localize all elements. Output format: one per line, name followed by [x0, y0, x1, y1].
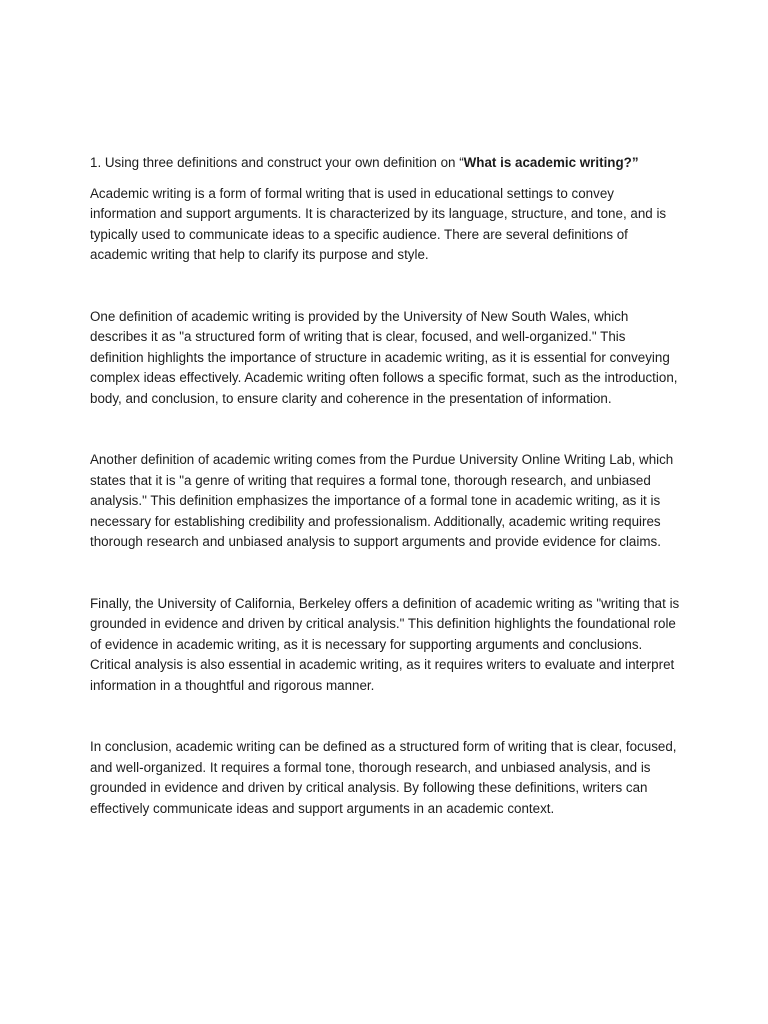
- paragraph-berkeley-definition: Finally, the University of California, Berkeley offers a definition of academic writing as "writing that is grounded in evidence and driven by critical analysis." This definition highlights the foundational role of evidence in academic writing, as it is necessary for supporting arguments and conclusions. Critical analysis is also essential in academic writing, as it requires writers to evaluate and interpret information in a thoughtful and rigorous manner.: [90, 595, 680, 693]
- question-bold-title: What is academic writing?”: [463, 155, 639, 170]
- question-heading: [90, 153, 682, 174]
- paragraph-introduction: Academic writing is a form of formal writing that is used in educational settings to convey information and support arguments. It is characterized by its language, structure, and tone, and is typically used to communicate ideas to a specific audience. There are several definitions of academic writing that help to clarify its purpose and style.: [90, 185, 667, 262]
- paragraph-conclusion: In conclusion, academic writing can be defined as a structured form of writing that is clear, focused, and well-organized. It requires a formal tone, thorough research, and unbiased analysis, and is grounded in evidence and driven by critical analysis. By following these definitions, writers can effectively communicate ideas and support arguments in an academic context.: [90, 739, 677, 816]
- paragraph-unsw-definition: One definition of academic writing is provided by the University of New South Wales, which describes it as "a structured form of writing that is clear, focused, and well-organized." This definition highlights the importance of structure in academic writing, as it is essential for conveying complex ideas effectively. Academic writing often follows a specific format, such as the introduction, body, and conclusion, to ensure clarity and coherence in the presentation of information.: [90, 308, 678, 406]
- document-body: [90, 153, 682, 819]
- paragraph-purdue-definition: Another definition of academic writing comes from the Purdue University Online Writing Lab, which states that it is "a genre of writing that requires a formal tone, thorough research, and unbiased analysis." This definition emphasizes the importance of a formal tone in academic writing, as it is necessary for establishing credibility and professionalism. Additionally, academic writing requires thorough research and unbiased analysis to support arguments and provide evidence for claims.: [90, 452, 674, 549]
- question-prefix: 1. Using three definitions and construct your own definition on “: [90, 155, 464, 170]
